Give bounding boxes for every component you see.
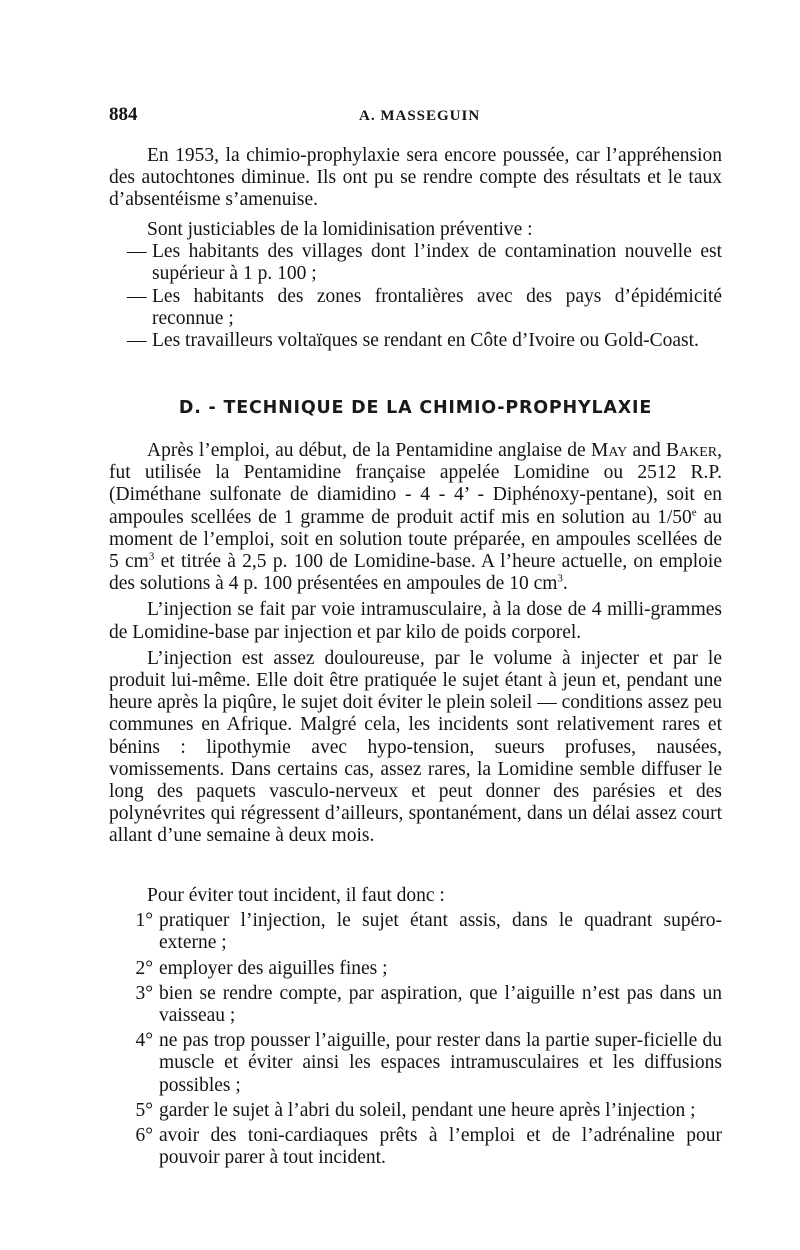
text-run: and — [627, 440, 667, 461]
technique-paragraph-1 — [109, 440, 722, 595]
list-item-text: Les travailleurs voltaïques se rendant en Côte d’Ivoire ou Gold-Coast. — [152, 330, 699, 352]
item-number: 5° — [135, 1099, 153, 1121]
item-number: 4° — [135, 1030, 153, 1052]
list-intro: Sont justiciables de la lomidinisation préventive : — [147, 219, 533, 240]
precautions-intro: Pour éviter tout incident, il faut donc : — [147, 885, 445, 906]
running-header — [109, 100, 729, 130]
superscript: 3 — [148, 550, 155, 563]
section-heading: D. - TECHNIQUE DE LA CHIMIO-PROPHYLAXIE — [178, 398, 653, 418]
dash-marker: — — [127, 241, 147, 263]
superscript: e — [691, 506, 697, 519]
author-baker: Baker — [666, 440, 718, 461]
technique-block — [109, 440, 722, 848]
item-text: avoir des toni-cardiaques prêts à l’emploi et de l’adrénaline pour pouvoir parer à tout incident. — [159, 1125, 722, 1169]
text-run: Après l’emploi, au début, de la Pentamidine anglaise de — [147, 440, 591, 461]
intro-paragraph: En 1953, la chimio-prophylaxie sera encore poussée, car l’appréhension des autochtones diminue. Ils ont pu se rendre compte des résultats et le taux d’absentéisme s’amenuise. — [109, 145, 722, 211]
text-run: , fut utilisée la Pentamidine française appelée Lomidine ou 2512 R.P. (Diméthane sulfonate de diamidino - 4 - 4’ - Diphénoxy-pentane), soit en ampoules scellées de 1 gramme de produit actif mis en solution au 1/50 — [109, 440, 723, 528]
list-item-text: Les habitants des villages dont l’index de contamination nouvelle est supérieur à 1 p. 100 ; — [152, 241, 722, 285]
item-number: 1° — [135, 910, 153, 932]
precaution-item — [109, 983, 722, 1027]
dash-marker: — — [127, 330, 147, 352]
text-run: au moment de l’emploi, soit en solution toute préparée, en ampoules scellées de 5 cm — [109, 506, 723, 573]
precautions-block — [109, 885, 722, 1169]
list-item — [109, 330, 722, 352]
item-text: employer des aiguilles fines ; — [159, 957, 388, 979]
precaution-item — [109, 958, 722, 980]
list-item-text: Les habitants des zones frontalières avec des pays d’épidémicité reconnue ; — [152, 285, 722, 329]
item-number: 2° — [135, 957, 153, 979]
list-item — [109, 241, 722, 285]
page-number: 884 — [109, 104, 138, 125]
precaution-item — [109, 1030, 722, 1097]
precaution-item — [109, 1100, 722, 1122]
text-run: et titrée à 2,5 p. 100 de Lomidine-base. A l’heure actuelle, on emploie des solutions à 4 p. 100 présentées en ampoules de 10 cm — [109, 551, 723, 595]
intro-paragraph-block — [109, 145, 722, 212]
item-text: bien se rendre compte, par aspiration, que l’aiguille n’est pas dans un vaisseau ; — [159, 982, 722, 1027]
justification-block — [109, 219, 722, 352]
author-may: May — [590, 440, 628, 461]
item-text: ne pas trop pousser l’aiguille, pour rester dans la partie super-ficielle du muscle et éviter ainsi les espaces intramusculaires et les diffusions possibles ; — [159, 1030, 722, 1096]
technique-paragraph-3: L’injection est assez douloureuse, par le volume à injecter et par le produit lui-même. Elle doit être pratiquée le sujet étant à jeun et, pendant une heure après la piqûre, le sujet doit éviter le plein soleil — conditions assez peu communes en Afrique. Malgré cela, les incidents sont relativement rares et bénins : lipothymie avec hypo-tension, sueurs profuses, nausées, vomissements. Dans certains cas, assez rares, la Lomidine semble diffuser le long des paquets vasculo-nerveux et peut donner des parésies et des polynévrites qui régressent d’ailleurs, spontanément, dans un délai assez court allant d’une semaine à deux mois. — [109, 647, 722, 847]
running-title: A. MASSEGUIN — [359, 108, 481, 124]
item-text: pratiquer l’injection, le sujet étant assis, dans le quadrant supéro-externe ; — [159, 910, 722, 954]
dash-marker: — — [127, 285, 147, 307]
precaution-item — [109, 1125, 722, 1169]
technique-paragraph-2: L’injection se fait par voie intramusculaire, à la dose de 4 milli-grammes de Lomidine-base par injection et par kilo de poids corporel. — [109, 599, 722, 643]
precaution-item — [109, 910, 722, 954]
item-text: garder le sujet à l’abri du soleil, pendant une heure après l’injection ; — [159, 1099, 696, 1121]
item-number: 3° — [135, 982, 153, 1004]
list-item — [109, 286, 722, 330]
item-number: 6° — [135, 1125, 153, 1147]
superscript: 3 — [557, 572, 563, 585]
text-run: . — [562, 573, 568, 595]
